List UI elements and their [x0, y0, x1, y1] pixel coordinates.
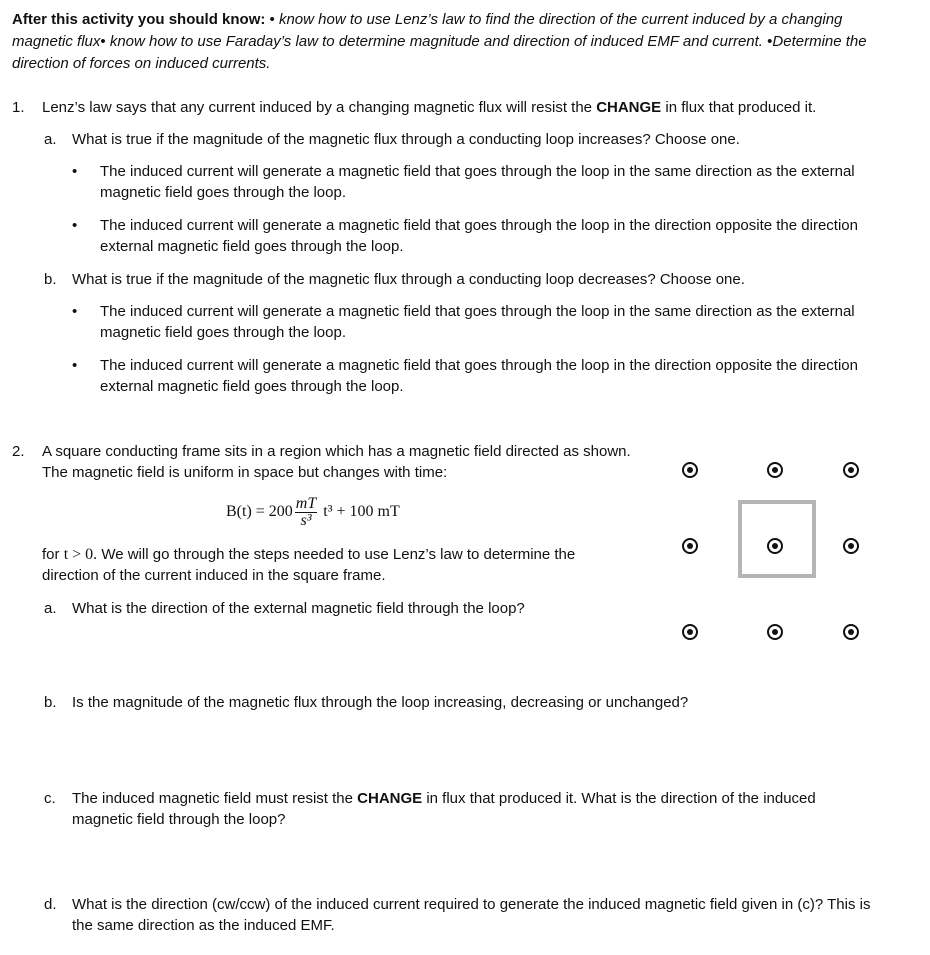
q2c-text [72, 788, 872, 830]
q1-emphasis: CHANGE [596, 99, 662, 116]
q1a-text: What is true if the magnitude of the magnetic flux through a conducting loop increases? Choose one. [72, 131, 740, 148]
fraction-numerator: mT [295, 495, 317, 512]
q2c-text-before: The induced magnetic field must resist the [72, 790, 353, 807]
q1a-option-1: The induced current will generate a magnetic field that goes through the loop in the same direction as the external magnetic field goes through the loop. [100, 163, 855, 201]
q1a-option-2: The induced current will generate a magnetic field that goes through the loop in the direction opposite the direction external magnetic field goes through the loop. [100, 217, 858, 255]
objectives-heading: After this activity you should know: [12, 11, 266, 28]
q1-text-before: Lenz’s law says that any current induced by a changing magnetic flux will resist the [42, 99, 593, 116]
q2a-label: a. [44, 600, 57, 617]
q1b-option-2: The induced current will generate a magnetic field that goes through the loop in the direction opposite the direction external magnetic field goes through the loop. [100, 357, 858, 395]
field-out-of-page-icon [843, 538, 859, 554]
bullet-icon: • [72, 303, 78, 320]
bullet-icon: • [269, 11, 275, 28]
question-2-text: A square conducting frame sits in a region which has a magnetic field directed as shown. The magnetic field is uniform in space but changes with time: [42, 443, 631, 481]
field-out-of-page-icon [767, 624, 783, 640]
q2-condition [42, 544, 632, 586]
question-1-text [42, 97, 912, 118]
condition-prefix: for [42, 546, 60, 563]
q2b-text: Is the magnitude of the magnetic flux through the loop increasing, decreasing or unchanged? [72, 694, 689, 711]
q1b-option-1: The induced current will generate a magnetic field that goes through the loop in the same direction as the external magnetic field goes through the loop. [100, 303, 855, 341]
condition-text: We will go through the steps needed to use Lenz’s law to determine the direction of the current induced in the square frame. [42, 546, 576, 584]
question-2-number: 2. [12, 443, 25, 460]
field-out-of-page-icon [682, 538, 698, 554]
objective-1: know how to use Lenz’s law to find the direction of the current induced by a changing magnetic flux [12, 11, 843, 50]
q2c-text-after: in flux that produced it. What is the direction of the induced magnetic field through the loop? [72, 790, 816, 828]
q2c-label: c. [44, 790, 56, 807]
bullet-icon: • [72, 357, 78, 374]
bullet-icon: • [72, 217, 78, 234]
q2b-label: b. [44, 694, 57, 711]
learning-objectives [12, 9, 892, 75]
objective-3: Determine the direction of forces on induced currents. [12, 33, 867, 72]
field-out-of-page-icon [843, 462, 859, 478]
fraction-denominator: s³ [300, 512, 312, 529]
equation-rhs: t³ + 100 mT [323, 503, 400, 521]
q2c-emphasis: CHANGE [357, 790, 423, 807]
field-out-of-page-icon [843, 624, 859, 640]
field-out-of-page-icon [767, 538, 783, 554]
equation-fraction [295, 496, 317, 529]
q1b-text: What is true if the magnitude of the magnetic flux through a conducting loop decreases? Choose one. [72, 271, 745, 288]
objective-2: know how to use Faraday’s law to determine magnitude and direction of induced EMF and current. [109, 33, 763, 50]
q2a-text: What is the direction of the external magnetic field through the loop? [72, 600, 525, 617]
bullet-icon: • [100, 33, 106, 50]
bullet-icon: • [767, 33, 773, 50]
q2d-label: d. [44, 896, 57, 913]
field-out-of-page-icon [682, 462, 698, 478]
bullet-icon: • [72, 163, 78, 180]
field-out-of-page-icon [767, 462, 783, 478]
q1a-label: a. [44, 131, 57, 148]
condition-math: t > 0. [63, 546, 98, 563]
question-1-number: 1. [12, 99, 25, 116]
q1-text-after: in flux that produced it. [665, 99, 817, 116]
field-out-of-page-icon [682, 624, 698, 640]
q1b-label: b. [44, 271, 57, 288]
field-equation [226, 496, 400, 529]
equation-lhs: B(t) = 200 [226, 503, 293, 521]
q2d-text: What is the direction (cw/ccw) of the induced current required to generate the induced magnetic field given in (c)? This is the same direction as the induced EMF. [72, 896, 871, 934]
